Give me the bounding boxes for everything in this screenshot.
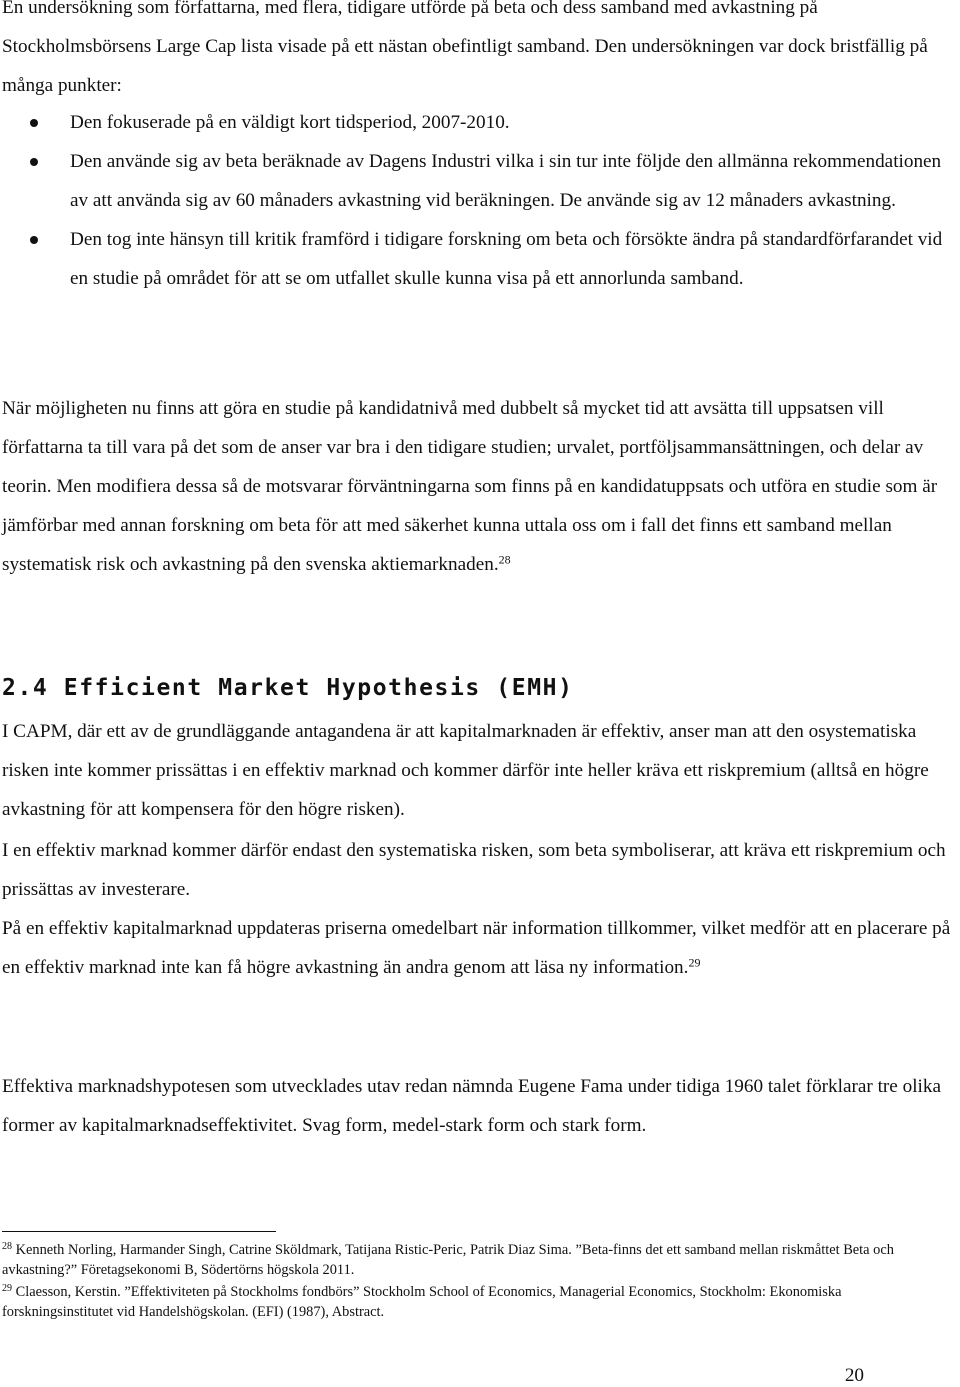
footnote-text: Kenneth Norling, Harmander Singh, Catrine Sköldmark, Tatijana Ristic-Peric, Patrik Diaz Sima. ”Beta-finns det ett samband mellan riskmåttet Beta och avkastning?” Företagsekonomi B, Södertörns högskola 2011. (2, 1242, 894, 1278)
bullet-item (0, 220, 958, 298)
bullet-text: Den tog inte hänsyn till kritik framförd i tidigare forskning om beta och försökte ändra på standardförfarandet vid en studie på området för att se om utfallet skulle kunna visa på ett annorlunda samband. (70, 229, 943, 289)
footnote-number: 28 (2, 1241, 12, 1252)
body-paragraph (2, 389, 960, 584)
paragraph-text: I en effektiv marknad kommer därför endast den systematiska risken, som beta symboliserar, att kräva ett riskpremium och prissättas av investerare. (2, 840, 946, 900)
footnote (2, 1240, 942, 1280)
paragraph-text: På en effektiv kapitalmarknad uppdateras priserna omedelbart när information tillkommer, vilket medför att en placerare på en effektiv marknad inte kan få högre avkastning än andra genom att läsa ny information. (2, 918, 951, 978)
footnote-separator (2, 1231, 276, 1232)
paragraph-text: När möjligheten nu finns att göra en studie på kandidatnivå med dubbelt så mycket tid att avsätta till uppsatsen vill författarna ta till vara på det som de anser var bra i den tidigare studien; urvalet, portföljsammansättningen, och delar av teorin. Men modifiera dessa så de motsvarar förväntningarna som finns på en kandidatuppsats och utföra en studie som är jämförbar med annan forskning om beta för att med säkerhet kunna uttala oss om i fall det finns ett samband mellan systematisk risk och avkastning på den svenska aktiemarknaden. (2, 398, 938, 575)
section-heading: 2.4 Efficient Market Hypothesis (EMH) (2, 675, 574, 701)
bullet-text: Den fokuserade på en väldigt kort tidsperiod, 2007-2010. (70, 112, 510, 133)
paragraph-text: Effektiva marknadshypotesen som utvecklades utav redan nämnda Eugene Fama under tidiga 1960 talet förklarar tre olika former av kapitalmarknadseffektivitet. Svag form, medel-stark form och stark form. (2, 1076, 941, 1136)
bullet-dot-icon (30, 236, 38, 244)
bullet-text: Den använde sig av beta beräknade av Dagens Industri vilka i sin tur inte följde den allmänna rekommendationen av att använda sig av 60 månaders avkastning vid beräkningen. De använde sig av 12 månaders avkastning. (70, 151, 942, 211)
bullet-item (0, 142, 958, 220)
bullet-dot-icon (30, 119, 38, 127)
intro-paragraph (2, 0, 960, 105)
footnote-reference: 28 (498, 552, 511, 567)
body-paragraph (2, 831, 960, 909)
page-number: 20 (844, 1365, 864, 1386)
paragraph-text: I CAPM, där ett av de grundläggande antagandena är att kapitalmarknaden är effektiv, anser man att den osystematiska risken inte kommer prissättas i en effektiv marknad och kommer därför inte heller kräva ett riskpremium (alltså en högre avkastning för att kompensera för den högre risken). (2, 721, 929, 820)
intro-text: En undersökning som författarna, med flera, tidigare utförde på beta och dess samband med avkastning på Stockholmsbörsens Large Cap lista visade på ett nästan obefintligt samband. Den undersökningen var dock bristfällig på många punkter: (2, 0, 928, 96)
footnote (2, 1282, 942, 1322)
body-paragraph (2, 712, 960, 829)
footnote-number: 29 (2, 1283, 12, 1294)
body-paragraph (2, 1067, 960, 1145)
footnote-reference: 29 (688, 955, 701, 970)
body-paragraph (2, 909, 960, 987)
footnote-text: Claesson, Kerstin. ”Effektiviteten på Stockholms fondbörs” Stockholm School of Economics, Managerial Economics, Stockholm: Ekonomiska forskningsinstitutet vid Handelshögskolan. (EFI) (1987), Abstract. (2, 1284, 842, 1320)
bullet-item (0, 103, 958, 142)
bullet-list (0, 103, 958, 298)
bullet-dot-icon (30, 158, 38, 166)
